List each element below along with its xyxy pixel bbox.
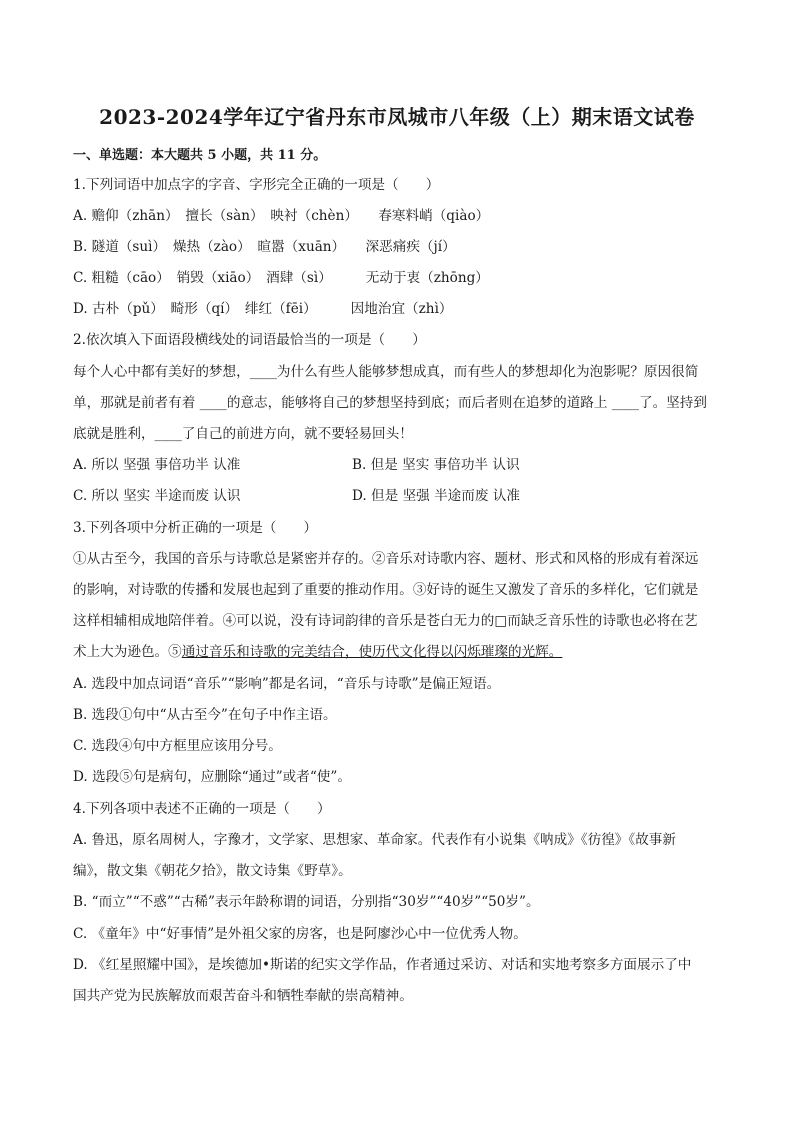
q2-passage-line-2: 单，那就是前者有着 ____的意志，能够将自己的梦想坚持到底；而后者则在追梦的道路上 ____了。坚持到 bbox=[73, 395, 707, 411]
q2-passage-line-3: 底就是胜利，____了自己的前进方向，就不要轻易回头！ bbox=[73, 426, 413, 442]
q3-passage-line-2: 的影响，对诗歌的传播和发展也起到了重要的推动作用。③好诗的诞生又激发了音乐的多样化，它们就是 bbox=[73, 582, 699, 598]
q2-stem: 2.依次填入下面语段横线处的词语最恰当的一项是（ ） bbox=[73, 332, 426, 348]
q3-passage-line-4-start: 术上大为逊色。⑤ bbox=[73, 644, 182, 660]
q4-option-a-line-1: A. 鲁迅，原名周树人，字豫才，文学家、思想家、革命家。代表作有小说集《呐成》《彷徨》《故事新 bbox=[73, 832, 676, 848]
q1-option-b: B. 隧道（suì） 燥热（zào） 暄嚣（xuān） 深恶痛疾（jí） bbox=[73, 239, 456, 255]
q4-option-d-line-1: D. 《红星照耀中国》，是埃德加•斯诺的纪实文学作品，作者通过采访、对话和实地考察多方面展示了中 bbox=[73, 957, 692, 973]
q3-underlined-sentence: 通过音乐和诗歌的完美结合，使历代文化得以闪烁璀璨的光辉。 bbox=[181, 644, 563, 660]
q1-option-d: D. 古朴（pǔ） 畸形（qí） 绯红（fēi） 因地治宜（zhì） bbox=[73, 301, 453, 317]
q3-option-c: C. 选段④句中方框里应该用分号。 bbox=[73, 738, 282, 754]
section-heading: 一、单选题：本大题共 5 小题，共 11 分。 bbox=[73, 148, 327, 163]
q3-passage-line-4 bbox=[73, 642, 562, 662]
q3-passage-line-3: 这样相辅相成地陪伴着。④可以说，没有诗词韵律的音乐是苍白无力的□而缺乏音乐性的诗歌也必将在艺 bbox=[73, 613, 698, 629]
q1-stem: 1.下列词语中加点字的字音、字形完全正确的一项是（ ） bbox=[73, 177, 440, 193]
q3-stem: 3.下列各项中分析正确的一项是（ ） bbox=[73, 520, 318, 536]
q2-option-a: A. 所以 坚强 事倍功半 认准 bbox=[73, 457, 241, 473]
q4-option-b: B. “而立”“不惑”“古稀”表示年龄称谓的词语，分别指“30岁”“40岁”“50岁”。 bbox=[73, 894, 540, 910]
page-title: 2023-2024学年辽宁省丹东市凤城市八年级（上）期末语文试卷 bbox=[99, 105, 695, 129]
q3-option-b: B. 选段①句中“从古至今”在句子中作主语。 bbox=[73, 707, 337, 723]
q2-option-b: B. 但是 坚实 事倍功半 认识 bbox=[352, 457, 520, 473]
q4-stem: 4.下列各项中表述不正确的一项是（ ） bbox=[73, 801, 331, 817]
q1-option-a: A. 赡仰（zhān） 擅长（sàn） 映衬（chèn） 春寒料峭（qiào） bbox=[73, 208, 490, 224]
q4-option-d-line-2: 国共产党为民族解放而艰苦奋斗和牺牲奉献的崇高精神。 bbox=[73, 988, 413, 1004]
q2-option-c: C. 所以 坚实 半途而废 认识 bbox=[73, 488, 241, 504]
q3-option-a: A. 选段中加点词语“音乐”“影响”都是名词，“音乐与诗歌”是偏正短语。 bbox=[73, 676, 501, 692]
q4-option-c: C. 《童年》中“好事情”是外祖父家的房客，也是阿廖沙心中一位优秀人物。 bbox=[73, 926, 527, 942]
q2-passage-line-1: 每个人心中都有美好的梦想，____为什么有些人能够梦想成真，而有些人的梦想却化为泡影呢？原因很简 bbox=[73, 364, 699, 380]
q3-passage-line-1: ①从古至今，我国的音乐与诗歌总是紧密并存的。②音乐对诗歌内容、题材、形式和风格的形成有着深远 bbox=[73, 551, 699, 567]
q3-option-d: D. 选段⑤句是病句，应删除“通过”或者“使”。 bbox=[73, 769, 351, 785]
q4-option-a-line-2: 编》，散文集《朝花夕拾》，散文诗集《野草》。 bbox=[73, 863, 352, 879]
q1-option-c: C. 粗糙（cāo） 销毁（xiāo） 酒肆（sì） 无动于衷（zhōng） bbox=[73, 270, 489, 286]
q2-option-d: D. 但是 坚强 半途而废 认准 bbox=[352, 488, 520, 504]
